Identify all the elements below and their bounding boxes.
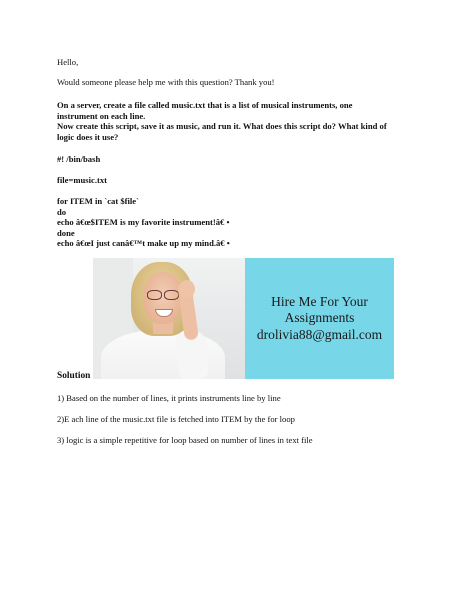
solution-point-1: 1) Based on the number of lines, it prints instruments line by line [57, 393, 281, 403]
ad-line-2: Assignments [284, 310, 355, 325]
request-text: Would someone please help me with this question? Thank you! [57, 77, 275, 87]
ad-email: drolivia88@gmail.com [256, 327, 383, 342]
ad-text-panel [245, 258, 394, 379]
shebang-line: #! /bin/bash [57, 154, 101, 164]
script-block [57, 196, 230, 249]
greeting-text: Hello, [57, 57, 79, 67]
question-block [57, 100, 387, 142]
question-line: On a server, create a file called music.txt that is a list of musical instruments, one [57, 100, 353, 110]
solution-heading: Solution [57, 371, 91, 381]
question-line: instrument on each line. [57, 110, 146, 121]
script-line: do [57, 206, 67, 217]
question-line: Now create this script, save it as music, and run it. What does this script do? What kind of [57, 121, 387, 131]
script-line: echo â€œI just canâ€™t make up my mind.â€ • [57, 238, 230, 248]
solution-point-2: 2)E ach line of the music.txt file is fetched into ITEM by the for loop [57, 414, 295, 424]
script-line: done [57, 227, 75, 238]
script-line: for ITEM in `cat $file` [57, 196, 139, 206]
tutor-photo [93, 258, 245, 379]
question-line: logic does it use? [57, 131, 119, 142]
ad-line-1: Hire Me For Your [271, 294, 368, 309]
advertisement-banner [93, 258, 394, 379]
solution-point-3: 3) logic is a simple repetitive for loop based on number of lines in text file [57, 435, 313, 445]
script-line: echo â€œ$ITEM is my favorite instrument!â€ • [57, 217, 230, 227]
assignment-line: file=music.txt [57, 175, 108, 185]
